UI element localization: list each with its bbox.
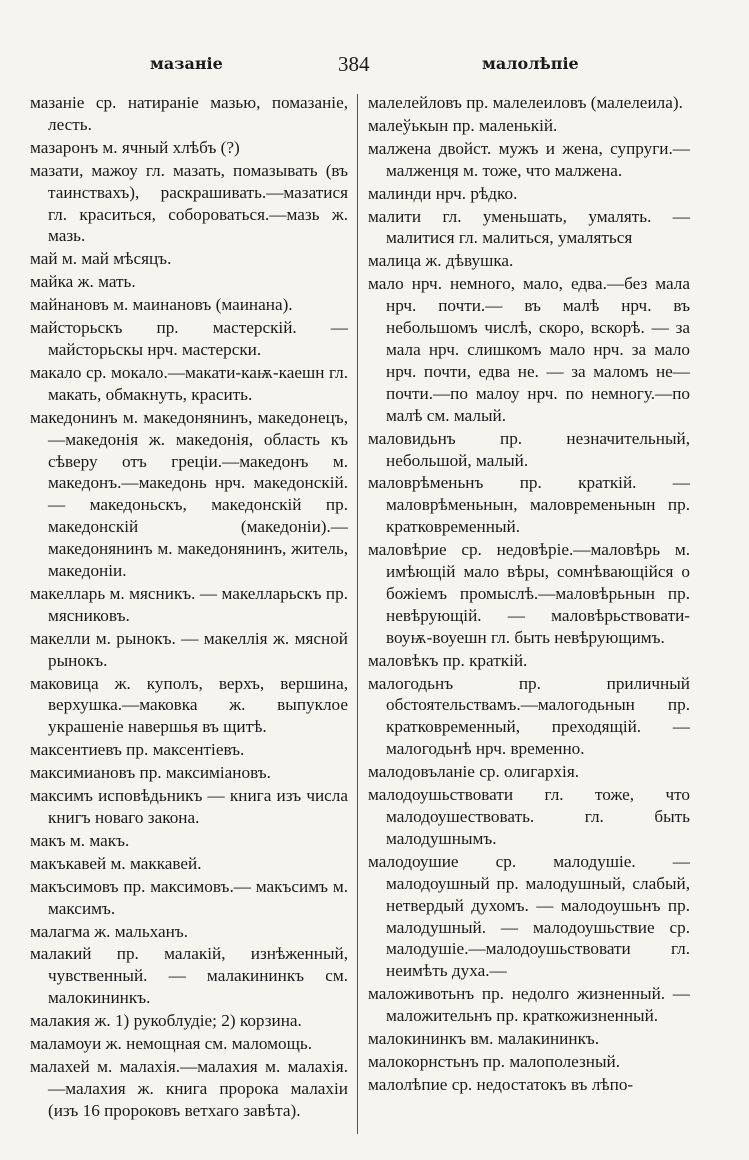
dictionary-entry: макелли м. рынокъ. — макеллія ж. мясной рынокъ. xyxy=(30,628,348,670)
dictionary-entry: малелейловъ пр. малелеиловъ (малелеила). xyxy=(368,93,683,112)
dictionary-entry: мазати, мажоу гл. мазать, помазывать (въ таинствахъ), раскрашивать.—мазатися гл. краситься, собороваться.—мазь ж. мазь. xyxy=(30,160,348,246)
dictionary-entry: мазаніе ср. натираніе мазью, помазаніе, лесть. xyxy=(30,93,348,134)
page-number: 384 xyxy=(338,52,370,76)
dictionary-entry: малолѣпие ср. недостатокъ въ лѣпо- xyxy=(368,1074,634,1094)
dictionary-entry: маковица ж. куполъ, верхъ, вершина, верхушка.—маковка ж. выпуклое украшеніе навершья въ щитѣ. xyxy=(30,673,348,737)
dictionary-entry: маловѣрие ср. недовѣріе.—маловѣрь м. имѣющій мало вѣры, сомнѣвающійся о божіемъ промыслѣ.—маловѣрьнын пр. невѣрующій. — маловѣрьствовати-воуѭ-воуешн гл. быть невѣрующимъ. xyxy=(368,540,690,647)
dictionary-entry: майнановъ м. маинановъ (маинана). xyxy=(30,295,293,315)
dictionary-entry: максимиановъ пр. максиміановъ. xyxy=(30,763,271,783)
dictionary-entry: малити гл. уменьшать, умалять. — малитися гл. малиться, умаляться xyxy=(368,206,690,248)
dictionary-entry: маламоуи ж. немощная см. маломощь. xyxy=(30,1034,312,1054)
dictionary-entry: майка ж. мать. xyxy=(30,272,136,292)
dictionary-entry: мало нрч. немного, мало, едва.—без мала нрч. почти.— въ малѣ нрч. въ небольшомъ числѣ, скоро, вскорѣ. — за мала нрч. слишкомъ мало нрч. за мало нрч. почти, едва не. — за маломъ не—почти.—по малоу нрч. по немногу.—по малѣ см. малый. xyxy=(368,274,690,425)
dictionary-entry: максимъ исповѣдьникъ — книга изъ числа книгъ новаго закона. xyxy=(30,786,348,827)
dictionary-entry: малахей м. малахія.—малахия м. малахія.—малахия ж. книга пророка малахіи (изъ 16 пророковъ ветхаго завѣта). xyxy=(30,1056,348,1120)
dictionary-entry: малокининкъ вм. малакининкъ. xyxy=(368,1029,600,1049)
dictionary-entry: май м. май мѣсяцъ. xyxy=(30,249,172,269)
dictionary-entry: макъсимовъ пр. максимовъ.— макъсимъ м. максимъ. xyxy=(30,876,348,918)
dictionary-entry: малакия ж. 1) рукоблудіе; 2) корзина. xyxy=(30,1011,302,1031)
page-header xyxy=(0,54,749,80)
dictionary-entry: макъкавей м. маккавей. xyxy=(30,853,202,873)
dictionary-entry: малеўькын пр. маленькій. xyxy=(368,115,558,135)
dictionary-entry: макелларь м. мясникъ. — макелларьскъ пр. мясниковъ. xyxy=(30,583,348,625)
dictionary-entry: малогодьнъ пр. приличный обстоятельствамъ.—малогодьнын пр. кратковременный, преходящій. — малогодьнѣ нрч. временно. xyxy=(368,673,690,759)
dictionary-entry: македонинъ м. македонянинъ, македонецъ,—македонія ж. македонія, область къ сѣверу отъ греціи.—македонъ м. македонъ.—македонь нрч. македонскій. — македоньскъ, македонскій пр. македонскій (македоніи).— македонянинъ м. македонянинъ, житель, македоніи. xyxy=(30,407,348,581)
dictionary-entry: малодоушие ср. малодушіе. — малодоушный пр. малодушный, слабый, нетвердый духомъ. — малодоушьнъ пр. малодушный. — малодоушьствие ср. малодушіе.—малодоушьствовати гл. неимѣть духа.— xyxy=(368,851,690,981)
dictionary-entry: маловидьнъ пр. незначительный, небольшой, малый. xyxy=(368,428,690,470)
dictionary-entry: малжена двойст. мужъ и жена, супруги.—малженця м. тоже, что малжена. xyxy=(368,138,690,180)
dictionary-entry: макало ср. мокало.—макати-каѭ-каешн гл. макать, обмакнуть, красить. xyxy=(30,362,348,404)
column-divider xyxy=(357,94,358,1134)
right-column xyxy=(368,92,690,1097)
running-head-right: малолѣпіе xyxy=(482,54,579,73)
dictionary-entry: маложивотьнъ пр. недолго жизненный. — маложительнъ пр. краткожизненный. xyxy=(368,984,690,1026)
dictionary-entry: малинди нрч. рѣдко. xyxy=(368,183,518,203)
dictionary-entry: малица ж. дѣвушка. xyxy=(368,251,514,271)
dictionary-entry: малокорнстьнъ пр. малополезный. xyxy=(368,1051,621,1071)
dictionary-entry: мазаронъ м. ячный хлѣбъ (?) xyxy=(30,137,240,157)
dictionary-entry: малодовъланіе ср. олигархія. xyxy=(368,762,580,782)
dictionary-entry: макъ м. макъ. xyxy=(30,830,130,850)
left-column xyxy=(30,92,348,1123)
dictionary-entry: маловѣкъ пр. краткій. xyxy=(368,650,528,670)
dictionary-entry: малодоушьствовати гл. тоже, что малодоушествовать. гл. быть малодушнымъ. xyxy=(368,785,690,848)
dictionary-entry: майсторьскъ пр. мастерскій. — майсторьскы нрч. мастерски. xyxy=(30,318,348,359)
dictionary-entry: маловрѣменьнъ пр. краткій. — маловрѣменьнын, маловременьнын пр. кратковременный. xyxy=(368,473,690,537)
running-head-left: мазаніе xyxy=(150,54,223,73)
dictionary-entry: максентиевъ пр. максентіевъ. xyxy=(30,740,245,760)
dictionary-entry: малагма ж. мальханъ. xyxy=(30,921,189,941)
dictionary-entry: малакий пр. малакій, изнѣженный, чувственный. — малакининкъ см. малокининкъ. xyxy=(30,944,348,1008)
